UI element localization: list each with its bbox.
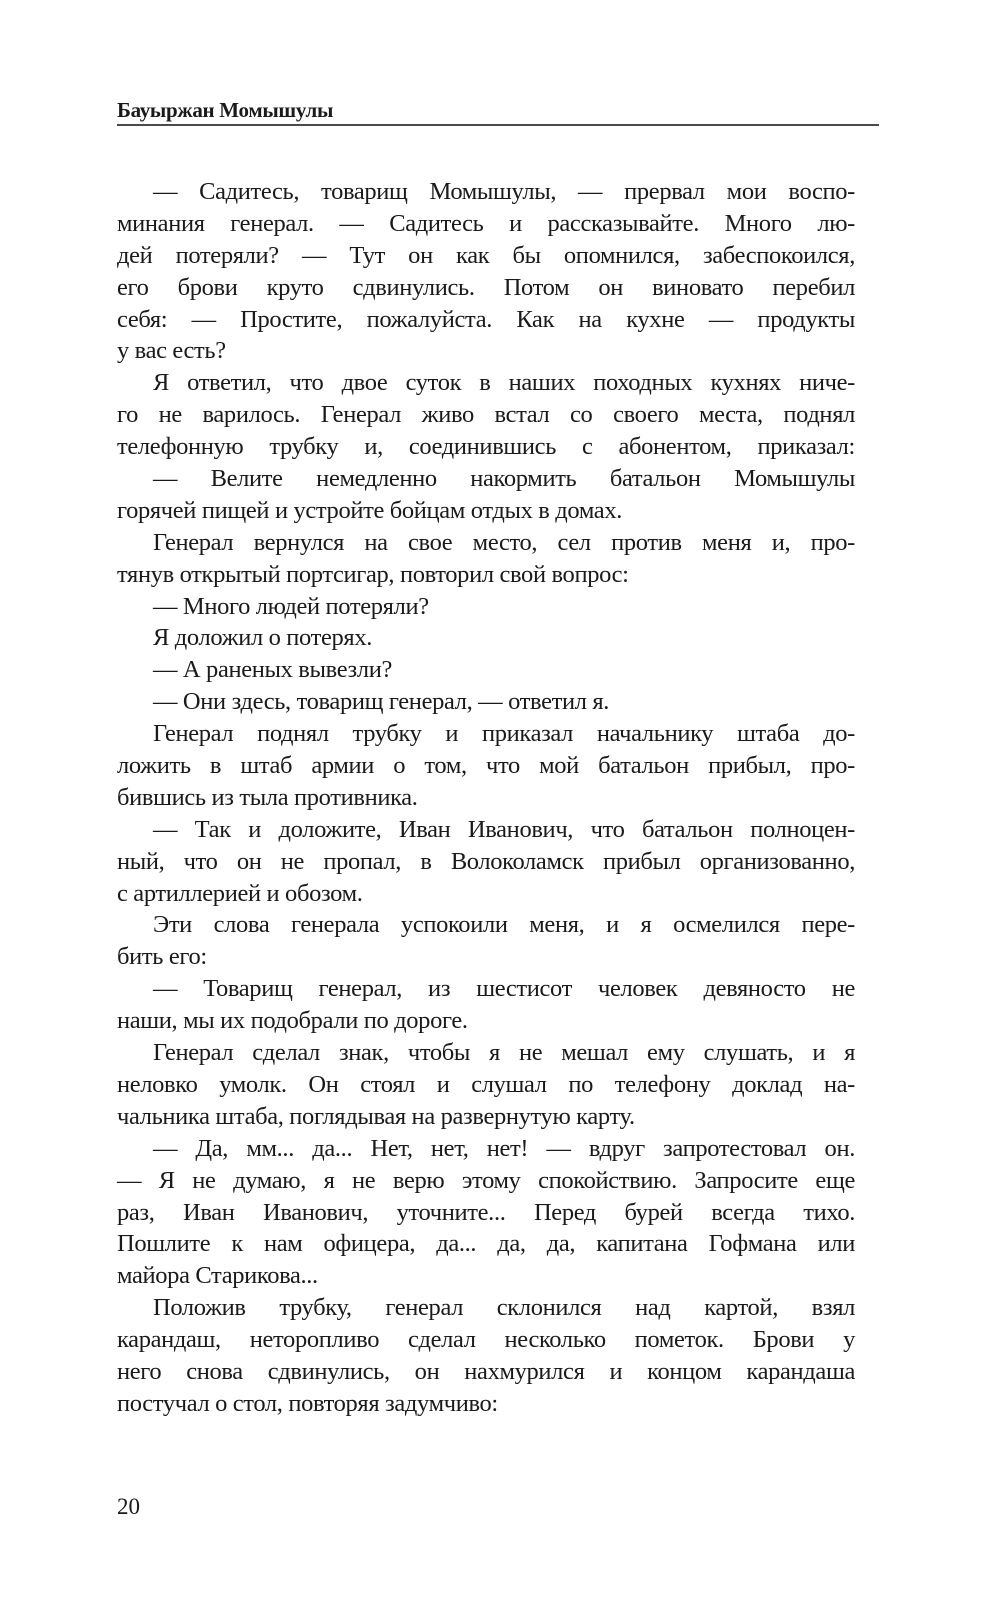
text-line: карандаш, неторопливо сделал несколько пометок. Брови у	[117, 1326, 855, 1354]
text-line: Положив трубку, генерал склонился над картой, взял	[153, 1294, 855, 1322]
text-line: майора Старикова...	[117, 1262, 318, 1290]
text-line: — Они здесь, товарищ генерал, — ответил я.	[153, 688, 610, 716]
text-line: — Велите немедленно накормить батальон Момышулы	[153, 465, 855, 493]
text-line: у вас есть?	[117, 337, 226, 365]
text-line: минания генерал. — Садитесь и рассказывайте. Много лю-	[117, 209, 855, 237]
text-line: Генерал сделал знак, чтобы я не мешал ему слушать, и я	[153, 1039, 855, 1067]
text-line: — Да, мм... да... Нет, нет, нет! — вдруг запротестовал он.	[153, 1134, 855, 1162]
text-line: — Садитесь, товарищ Момышулы, — прервал мои воспо-	[153, 178, 855, 205]
body-text	[117, 176, 855, 1420]
text-line: Эти слова генерала успокоили меня, и я осмелился пере-	[153, 911, 855, 939]
text-line: неловко умолк. Он стоял и слушал по телефону доклад на-	[117, 1070, 855, 1098]
text-line: — А раненых вывезли?	[153, 656, 393, 684]
text-line: себя: — Простите, пожалуйста. Как на кухне — продукты	[117, 305, 855, 333]
text-line: горячей пищей и устройте бойцам отдых в домах.	[117, 496, 623, 524]
text-line: го не варилось. Генерал живо встал со своего места, поднял	[117, 401, 855, 429]
text-line: наши, мы их подобрали по дороге.	[117, 1007, 468, 1035]
text-line: раз, Иван Иванович, уточните... Перед бурей всегда тихо.	[117, 1198, 855, 1226]
text-line: тянув открытый портсигар, повторил свой вопрос:	[117, 560, 629, 588]
text-line: Генерал поднял трубку и приказал начальнику штаба до-	[153, 720, 855, 748]
text-line: — Товарищ генерал, из шестисот человек девяносто не	[153, 975, 855, 1003]
text-line: дей потеряли? — Тут он как бы опомнился, забеспокоился,	[117, 241, 855, 269]
text-line: Пошлите к нам офицера, да... да, да, капитана Гофмана или	[117, 1230, 855, 1258]
text-line: Я доложил о потерях.	[153, 624, 373, 652]
text-line: Генерал вернулся на свое место, сел против меня и, про-	[153, 528, 855, 556]
text-line: него снова сдвинулись, он нахмурился и концом карандаша	[117, 1357, 855, 1385]
text-line: телефонную трубку и, соединившись с абонентом, приказал:	[117, 433, 855, 461]
running-head	[117, 98, 879, 126]
text-line: ный, что он не пропал, в Волоколамск прибыл организованно,	[117, 847, 855, 875]
text-line: — Я не думаю, я не верю этому спокойствию. Запросите еще	[117, 1166, 855, 1194]
text-line: бить его:	[117, 943, 207, 971]
text-line: Я ответил, что двое суток в наших походных кухнях ниче-	[153, 369, 855, 397]
running-head-title: Бауыржан Момышулы	[117, 98, 334, 122]
text-line: — Много людей потеряли?	[153, 592, 429, 620]
page-number: 20	[117, 1494, 140, 1519]
text-line: чальника штаба, поглядывая на развернутую карту.	[117, 1102, 635, 1130]
text-line: бившись из тыла противника.	[117, 783, 418, 811]
text-line: с артиллерией и обозом.	[117, 879, 363, 907]
text-line: его брови круто сдвинулись. Потом он виновато перебил	[117, 273, 855, 301]
text-line: ложить в штаб армии о том, что мой батальон прибыл, про-	[117, 752, 855, 780]
text-line: — Так и доложите, Иван Иванович, что батальон полноцен-	[153, 815, 855, 843]
text-line: постучал о стол, повторяя задумчиво:	[117, 1389, 498, 1417]
